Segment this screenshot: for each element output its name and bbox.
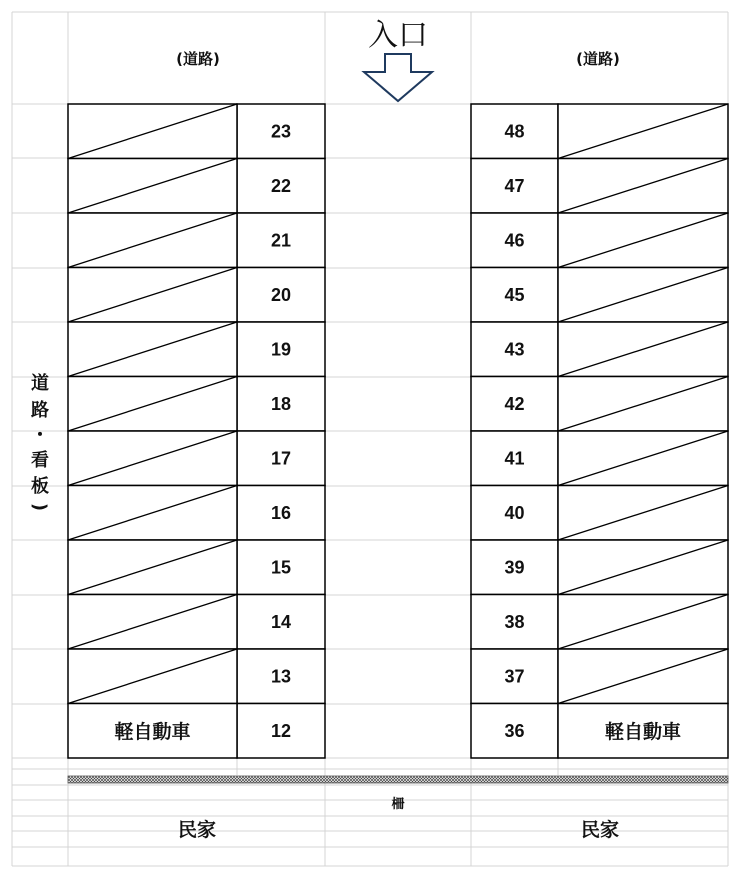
space-number: 14 (270, 611, 292, 632)
road-side-char: 板 (31, 476, 49, 497)
space-number: 22 (270, 175, 292, 196)
entrance-label: 入口 (368, 18, 428, 53)
house-label-left: 民家 (177, 819, 217, 841)
kei-car-label: 軽自動車 (114, 720, 191, 743)
right-parking-block (471, 104, 728, 758)
entrance-arrow-icon (364, 54, 432, 101)
space-number: 23 (270, 121, 292, 142)
house-label-right: 民家 (580, 819, 620, 841)
space-number: 13 (270, 666, 292, 687)
space-number: 18 (270, 393, 292, 414)
space-number: 43 (504, 339, 525, 360)
space-number: 19 (270, 339, 292, 360)
kei-car-label: 軽自動車 (604, 720, 682, 743)
space-number: 46 (504, 230, 525, 251)
fence-label: 柵 (391, 797, 405, 812)
road-label-top-left: (道路) (176, 50, 220, 68)
road-side-char: ・ (31, 425, 49, 446)
space-number: 40 (504, 502, 525, 523)
space-number: 45 (504, 284, 525, 305)
fence-bar (68, 776, 728, 783)
left-parking-block (68, 104, 325, 758)
road-side-char: 道 (31, 373, 49, 394)
space-number: 20 (270, 284, 292, 305)
space-number: 48 (504, 121, 525, 142)
road-side-label (29, 372, 50, 511)
space-number: 16 (270, 502, 292, 523)
space-number: 15 (270, 557, 292, 578)
space-number: 39 (504, 557, 525, 578)
space-number: 17 (270, 448, 292, 469)
space-number: 21 (270, 230, 292, 251)
road-side-char: 看 (31, 450, 49, 471)
space-number: 42 (504, 393, 525, 414)
space-number: 41 (504, 448, 525, 469)
space-number: 12 (270, 720, 292, 741)
road-side-char: 路 (31, 400, 49, 421)
space-number: 38 (504, 611, 525, 632)
space-number: 36 (504, 720, 525, 741)
space-number: 37 (504, 666, 525, 687)
space-number: 47 (504, 175, 525, 196)
road-side-char: ) (29, 502, 50, 512)
road-label-top-right: (道路) (576, 50, 620, 68)
